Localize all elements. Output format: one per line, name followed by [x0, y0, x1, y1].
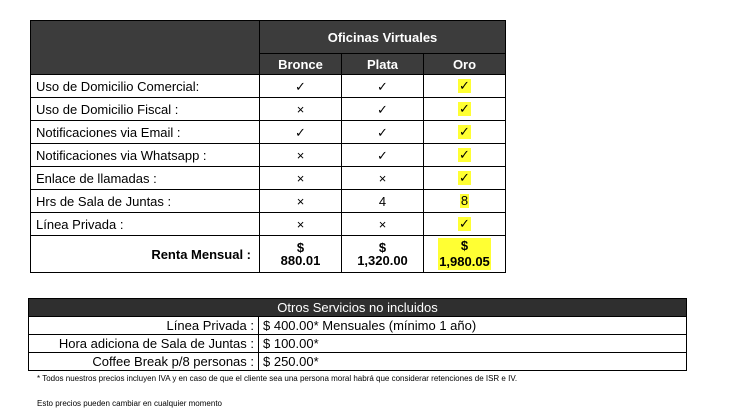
cell-oro: ✓ — [459, 78, 470, 93]
cell-plata: ✓ — [342, 144, 424, 167]
table-row — [29, 335, 687, 353]
service-label: Hora adiciona de Sala de Juntas : — [29, 335, 259, 353]
cell-oro: ✓ — [459, 101, 470, 116]
table-row — [29, 317, 687, 335]
cell-bronce: ✓ — [260, 121, 342, 144]
rent-row — [31, 236, 506, 273]
cell-bronce: × — [260, 213, 342, 236]
feature-label: Enlace de llamadas : — [31, 167, 260, 190]
other-services-table — [28, 298, 687, 371]
feature-label: Línea Privada : — [31, 213, 260, 236]
currency-symbol: $ — [296, 240, 305, 255]
other-services-title: Otros Servicios no incluidos — [29, 299, 687, 317]
cell-oro: ✓ — [459, 147, 470, 162]
table-row — [31, 98, 506, 121]
plan-header-oro: Oro — [424, 54, 506, 75]
cell-bronce: ✓ — [260, 75, 342, 98]
cell-oro: 8 — [460, 193, 469, 208]
plans-comparison-table — [30, 20, 506, 273]
cell-oro: ✓ — [459, 170, 470, 185]
feature-label: Uso de Domicilio Fiscal : — [31, 98, 260, 121]
service-value: $ 100.00* — [259, 335, 687, 353]
cell-plata: ✓ — [342, 121, 424, 144]
price-oro: 1,980.05 — [439, 254, 490, 269]
table-row — [31, 190, 506, 213]
service-value: $ 250.00* — [259, 353, 687, 371]
cell-oro: ✓ — [459, 216, 470, 231]
service-label: Línea Privada : — [29, 317, 259, 335]
cell-bronce: × — [260, 167, 342, 190]
service-label: Coffee Break p/8 personas : — [29, 353, 259, 371]
table-row — [29, 353, 687, 371]
price-bronce: 880.01 — [280, 253, 321, 268]
cell-plata: ✓ — [342, 98, 424, 121]
price-change-note: Esto precios pueden cambiar en cualquier momento — [37, 399, 222, 408]
cell-plata: 4 — [342, 190, 424, 213]
table-corner — [31, 21, 260, 75]
table-row — [31, 167, 506, 190]
cell-bronce: × — [260, 190, 342, 213]
rent-label: Renta Mensual : — [31, 236, 260, 273]
cell-bronce: × — [260, 144, 342, 167]
table-row — [31, 144, 506, 167]
service-value: $ 400.00* Mensuales (mínimo 1 año) — [259, 317, 687, 335]
feature-label: Notificaciones via Email : — [31, 121, 260, 144]
table-row — [31, 121, 506, 144]
cell-plata: × — [342, 213, 424, 236]
price-plata: 1,320.00 — [357, 253, 408, 268]
group-header: Oficinas Virtuales — [260, 21, 506, 54]
cell-plata: ✓ — [342, 75, 424, 98]
plan-header-plata: Plata — [342, 54, 424, 75]
currency-symbol: $ — [378, 240, 387, 255]
cell-plata: × — [342, 167, 424, 190]
table-row — [31, 213, 506, 236]
cell-oro: ✓ — [459, 124, 470, 139]
cell-bronce: × — [260, 98, 342, 121]
currency-symbol: $ — [460, 238, 469, 253]
tax-note: * Todos nuestros precios incluyen IVA y en caso de que el cliente sea una persona moral habrá que considerar retenciones de ISR e IV. — [37, 374, 518, 383]
table-row — [31, 75, 506, 98]
feature-label: Hrs de Sala de Juntas : — [31, 190, 260, 213]
feature-label: Uso de Domicilio Comercial: — [31, 75, 260, 98]
feature-label: Notificaciones via Whatsapp : — [31, 144, 260, 167]
plan-header-bronce: Bronce — [260, 54, 342, 75]
